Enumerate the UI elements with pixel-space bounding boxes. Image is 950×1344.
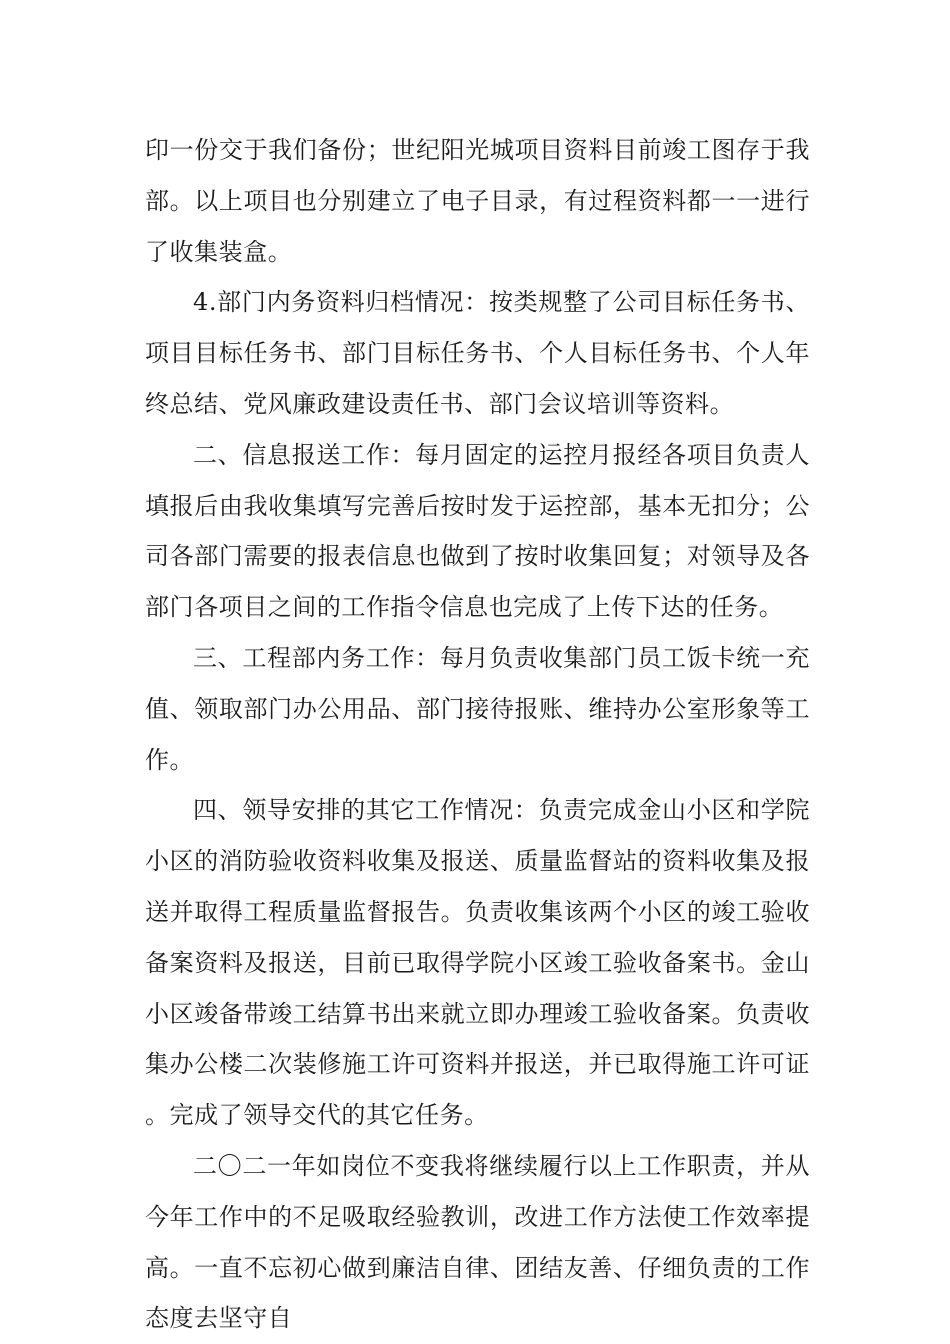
paragraph-archiving: 4.部门内务资料归档情况：按类规整了公司目标任务书、项目目标任务书、部门目标任务书、个人目标任务书、个人年终总结、党风廉政建设责任书、部门会议培训等资料。 [145, 288, 810, 418]
paragraph-information-reporting: 二、信息报送工作：每月固定的运控月报经各项目负责人填报后由我收集填写完善后按时发于运控部，基本无扣分；公司各部门需要的报表信息也做到了按时收集回复；对领导及各部门各项目之间的工作指令信息也完成了上传下达的任务。 [145, 440, 810, 622]
paragraph-next-year-plan: 二〇二一年如岗位不变我将继续履行以上工作职责，并从今年工作中的不足吸取经验教训，改进工作方法使工作效率提高。一直不忘初心做到廉洁自律、团结友善、仔细负责的工作态度去坚守自 [145, 1151, 810, 1333]
paragraph-continuation: 印一份交于我们备份；世纪阳光城项目资料目前竣工图存于我部。以上项目也分别建立了电子目录，有过程资料都一一进行了收集装盒。 [145, 136, 810, 266]
document-body [145, 125, 810, 1344]
paragraph-internal-affairs: 三、工程部内务工作：每月负责收集部门员工饭卡统一充值、领取部门办公用品、部门接待报账、维持办公室形象等工作。 [145, 643, 810, 774]
paragraph-other-work: 四、领导安排的其它工作情况：负责完成金山小区和学院小区的消防验收资料收集及报送、质量监督站的资料收集及报送并取得工程质量监督报告。负责收集该两个小区的竣工验收备案资料及报送，目前已取得学院小区竣工验收备案书。金山小区竣备带竣工结算书出来就立即办理竣工验收备案。负责收集办公楼二次装修施工许可资料并报送，并已取得施工许可证。完成了领导交代的其它任务。 [145, 796, 810, 1130]
